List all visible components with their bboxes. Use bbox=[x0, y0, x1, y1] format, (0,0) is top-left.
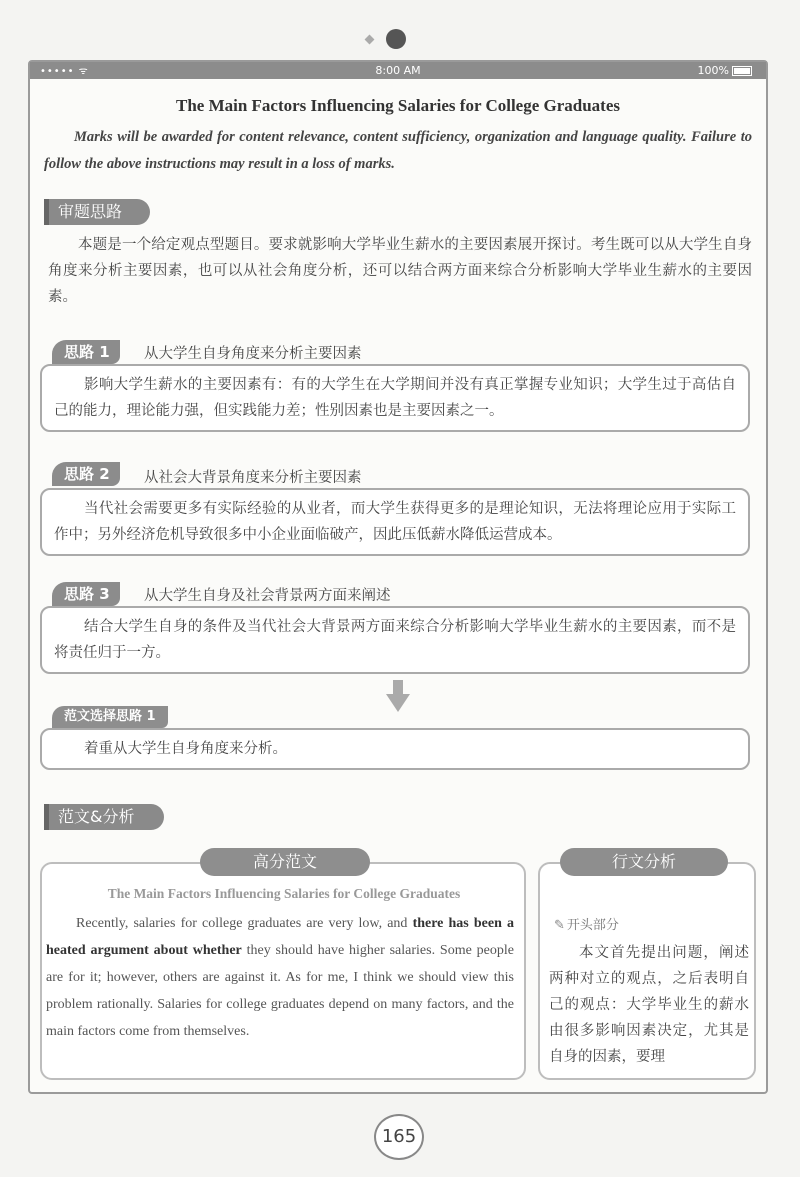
analysis-pill: 行文分析 bbox=[560, 848, 728, 876]
siluo-3-text: 结合大学生自身的条件及当代社会大背景两方面来综合分析影响大学毕业生薪水的主要因素，而不是将责任归于一方。 bbox=[54, 619, 736, 661]
analysis-head-label: 开头部分 bbox=[566, 918, 619, 933]
choice-box bbox=[40, 728, 750, 770]
battery-label: 100% bbox=[697, 64, 729, 77]
section-tab-shenti: 审题思路 bbox=[44, 199, 150, 225]
camera-dot bbox=[386, 29, 406, 49]
page-number: 165 bbox=[374, 1114, 424, 1160]
arrow-down-icon bbox=[386, 680, 410, 712]
siluo-2-tab: 思路 2 bbox=[52, 462, 120, 486]
choice-text: 着重从大学生自身角度来分析。 bbox=[84, 741, 287, 757]
battery-indicator bbox=[698, 64, 752, 77]
siluo-1-box bbox=[40, 364, 750, 432]
siluo-1-tab: 思路 1 bbox=[52, 340, 120, 364]
instructions: Marks will be awarded for content relevance, content sufficiency, organization and language quality. Failure to follow the above instructions may result in a loss of marks. bbox=[44, 129, 752, 172]
siluo-2-text: 当代社会需要更多有实际经验的从业者，而大学生获得更多的是理论知识，无法将理论应用于实际工作中；另外经济危机导致很多中小企业面临破产，因此压低薪水降低运营成本。 bbox=[54, 501, 736, 543]
section-tab-fanwen: 范文&分析 bbox=[44, 804, 164, 830]
siluo-2-label: 从社会大背景角度来分析主要因素 bbox=[144, 470, 362, 486]
siluo-3-tab: 思路 3 bbox=[52, 582, 120, 606]
siluo-1-text: 影响大学生薪水的主要因素有：有的大学生在大学期间并没有真正掌握专业知识；大学生过于高估自己的能力，理论能力强，但实践能力差；性别因素也是主要因素之一。 bbox=[54, 377, 736, 419]
essay-text-2: they should have higher salaries. Some people are for it; however, others are against it. As for me, I think we should view this problem rationally. Salaries for college graduates depend on many factors, and the main factors come from themselves. bbox=[46, 943, 514, 1039]
analysis-text: 本文首先提出问题，阐述两种对立的观点，之后表明自己的观点：大学毕业生的薪水由很多影响因素决定，尤其是自身的因素，要理 bbox=[549, 945, 749, 1065]
pen-icon: ✎ bbox=[554, 918, 565, 933]
essay-pill: 高分范文 bbox=[200, 848, 370, 876]
battery-icon bbox=[732, 66, 752, 76]
page-title: The Main Factors Influencing Salaries for College Graduates bbox=[175, 96, 621, 115]
status-bar bbox=[30, 62, 766, 79]
essay-title: The Main Factors Influencing Salaries for College Graduates bbox=[107, 886, 461, 901]
siluo-3-label: 从大学生自身及社会背景两方面来阐述 bbox=[144, 588, 391, 604]
camera-dot-small bbox=[365, 35, 375, 45]
siluo-3-box bbox=[40, 606, 750, 674]
siluo-2-box bbox=[40, 488, 750, 556]
siluo-1-label: 从大学生自身角度来分析主要因素 bbox=[144, 346, 362, 362]
choice-tab: 范文选择思路 1 bbox=[52, 706, 168, 728]
analysis-head bbox=[554, 914, 619, 933]
essay-body bbox=[46, 910, 514, 1045]
status-time: 8:00 AM bbox=[375, 64, 421, 77]
essay-text-1: Recently, salaries for college graduates are very low, and bbox=[76, 916, 413, 931]
essay-bold-text: there has been a heated argument about whether bbox=[46, 916, 514, 958]
signal-indicator: ••••• ᯤ bbox=[40, 66, 89, 77]
section-body: 本题是一个给定观点型题目。要求就影响大学毕业生薪水的主要因素展开探讨。考生既可以从大学生自身角度来分析主要因素，也可以从社会角度分析，还可以结合两方面来综合分析影响大学毕业生薪水的主要因素。 bbox=[48, 237, 752, 305]
